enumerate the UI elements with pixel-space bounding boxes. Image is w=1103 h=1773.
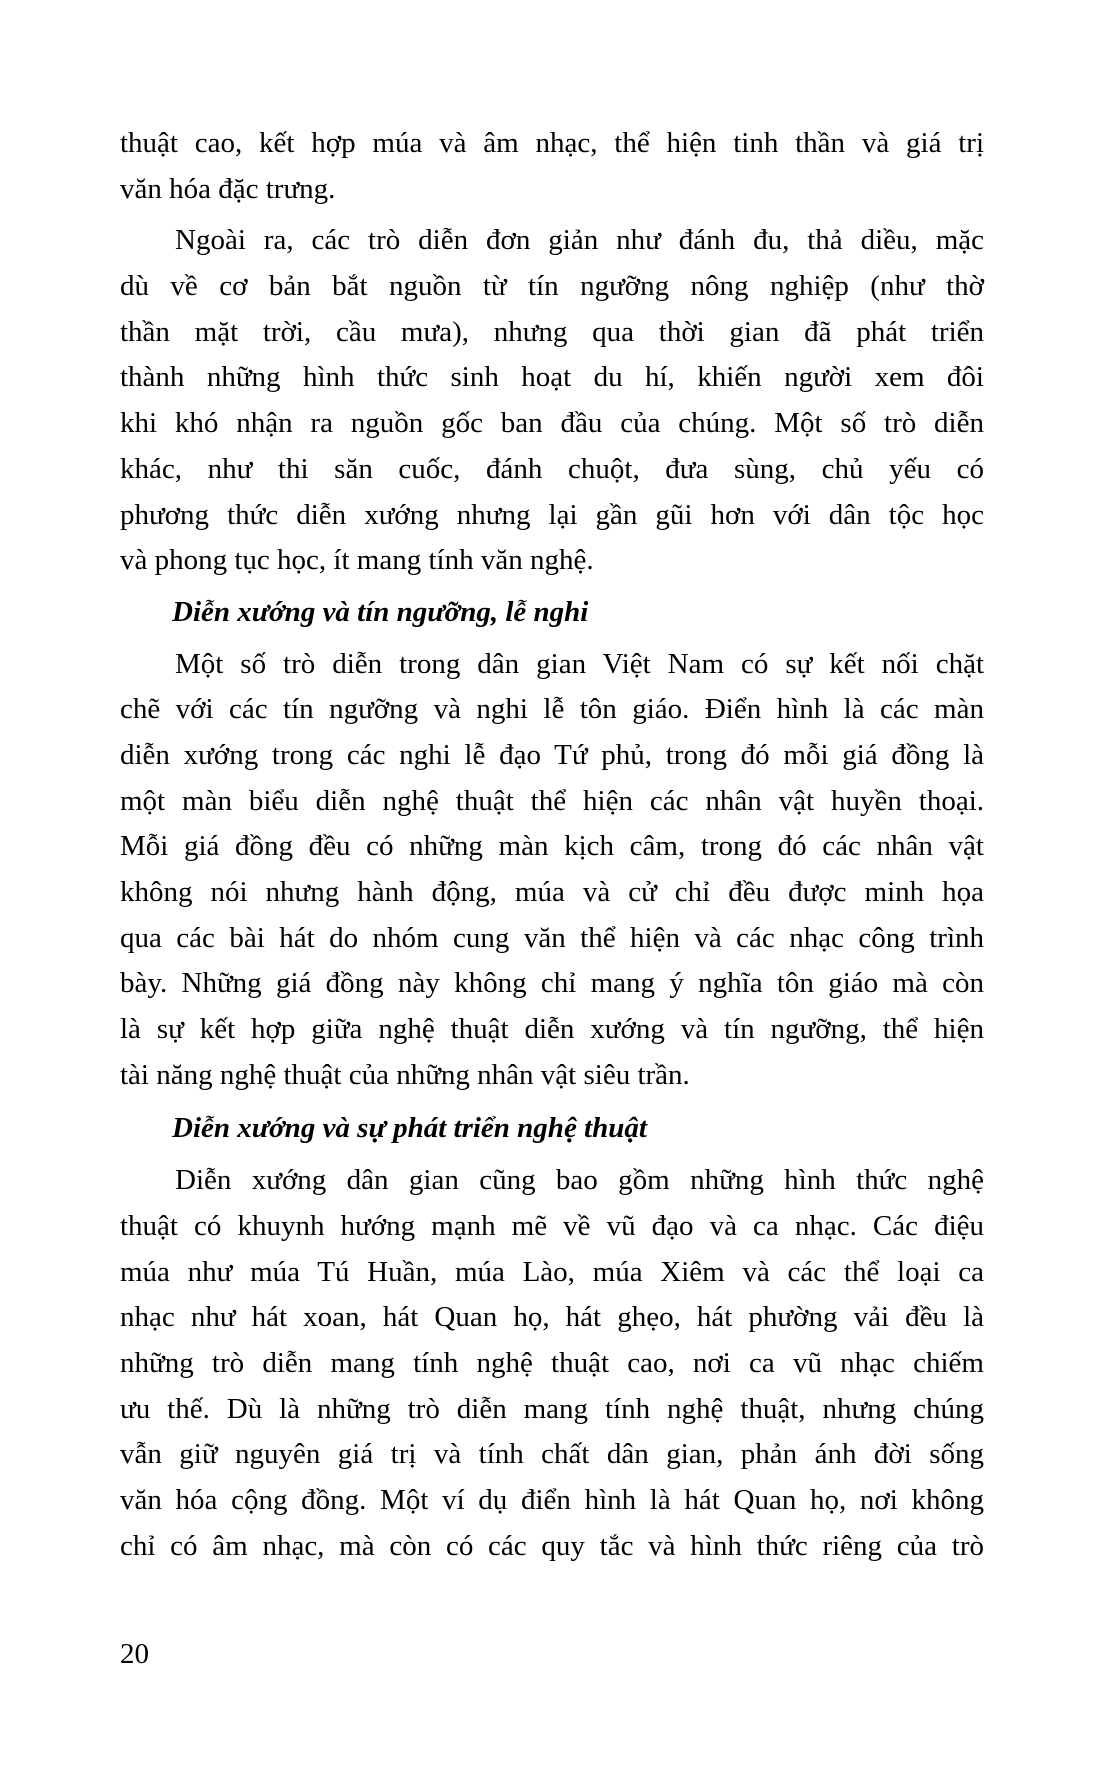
text-line: khác, như thi săn cuốc, đánh chuột, đưa sùng, chủ yếu có	[120, 452, 984, 485]
text-line: bày. Những giá đồng này không chỉ mang ý nghĩa tôn giáo mà còn	[120, 967, 984, 1000]
text-line: thuật có khuynh hướng mạnh mẽ về vũ đạo và ca nhạc. Các điệu	[120, 1209, 984, 1242]
text-line: múa như múa Tú Huần, múa Lào, múa Xiêm và các thể loại ca	[120, 1255, 984, 1288]
text-line: qua các bài hát do nhóm cung văn thể hiện và các nhạc công trình	[120, 921, 984, 954]
text-line: Mỗi giá đồng đều có những màn kịch câm, trong đó các nhân vật	[120, 830, 984, 863]
text-line: chỉ có âm nhạc, mà còn có các quy tắc và hình thức riêng của trò	[120, 1529, 984, 1562]
text-line: văn hóa đặc trưng.	[120, 172, 336, 205]
paragraph-art	[120, 1158, 984, 1569]
page-number: 20	[120, 1638, 149, 1670]
text-line: phương thức diễn xướng nhưng lại gần gũi hơn với dân tộc học	[120, 498, 984, 531]
paragraph-continuation	[120, 121, 984, 212]
text-line: thành những hình thức sinh hoạt du hí, khiến người xem đôi	[120, 361, 984, 394]
text-line: thần mặt trời, cầu mưa), nhưng qua thời gian đã phát triển	[120, 315, 984, 348]
text-line: khi khó nhận ra nguồn gốc ban đầu của chúng. Một số trò diễn	[120, 407, 984, 440]
text-line: những trò diễn mang tính nghệ thuật cao, nơi ca vũ nhạc chiếm	[120, 1346, 984, 1379]
text-line: dù về cơ bản bắt nguồn từ tín ngưỡng nông nghiệp (như thờ	[120, 270, 984, 303]
section-heading-beliefs: Diễn xướng và tín ngưỡng, lễ nghi	[172, 595, 589, 628]
text-line: là sự kết hợp giữa nghệ thuật diễn xướng và tín ngưỡng, thể hiện	[120, 1013, 984, 1046]
text-line: Diễn xướng dân gian cũng bao gồm những hình thức nghệ	[175, 1164, 984, 1197]
text-line: chẽ với các tín ngưỡng và nghi lễ tôn giáo. Điển hình là các màn	[120, 693, 984, 726]
text-line: thuật cao, kết hợp múa và âm nhạc, thể hiện tinh thần và giá trị	[120, 127, 984, 159]
text-line: diễn xướng trong các nghi lễ đạo Tứ phủ, trong đó mỗi giá đồng là	[120, 738, 984, 771]
paragraph-beliefs	[120, 642, 984, 1099]
paragraph-folk-games	[120, 218, 984, 584]
text-line: ưu thế. Dù là những trò diễn mang tính nghệ thuật, nhưng chúng	[120, 1392, 984, 1425]
text-line: Một số trò diễn trong dân gian Việt Nam có sự kết nối chặt	[175, 647, 984, 680]
text-line: nhạc như hát xoan, hát Quan họ, hát ghẹo, hát phường vải đều là	[120, 1301, 984, 1334]
section-heading-art: Diễn xướng và sự phát triển nghệ thuật	[172, 1112, 647, 1145]
text-column	[120, 121, 984, 1575]
text-line: một màn biểu diễn nghệ thuật thể hiện các nhân vật huyền thoại.	[120, 784, 984, 817]
text-line: Ngoài ra, các trò diễn đơn giản như đánh đu, thả diều, mặc	[175, 224, 984, 257]
text-line: không nói nhưng hành động, múa và cử chỉ đều được minh họa	[120, 876, 984, 908]
text-line: vẫn giữ nguyên giá trị và tính chất dân gian, phản ánh đời sống	[120, 1438, 984, 1471]
text-line: văn hóa cộng đồng. Một ví dụ điển hình là hát Quan họ, nơi không	[120, 1483, 984, 1516]
text-line: và phong tục học, ít mang tính văn nghệ.	[120, 544, 594, 577]
text-line: tài năng nghệ thuật của những nhân vật siêu trần.	[120, 1058, 690, 1091]
